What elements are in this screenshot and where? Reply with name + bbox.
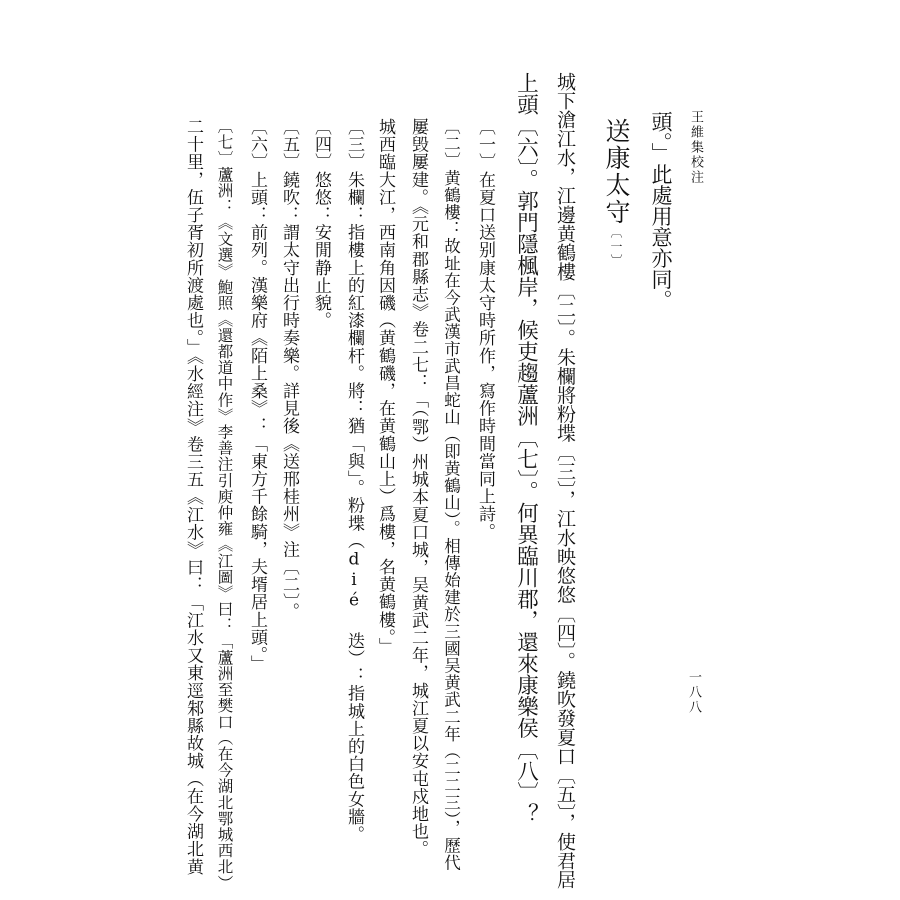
note-7: 〔七〕蘆洲：《文選》鮑照《還都道中作》李善注引庾仲雍《江圖》曰：「蘆洲至樊口（在今湖北鄂城西北） bbox=[215, 118, 234, 891]
note-5: 〔五〕鐃吹：謂太守出行時奏樂。詳見後《送邢桂州》注〔二〕。 bbox=[279, 118, 299, 620]
poem-line-1: 城下滄江水，江邊黄鶴樓〔二〕。朱欄將粉堞〔三〕，江水映悠悠〔四〕。鐃吹發夏口〔五〕，使君居 bbox=[554, 72, 576, 889]
note-2-continued-b: 城西臨大江，西南角因磯（黄鶴磯，在黄鶴山上）爲樓，名黄鶴樓。」 bbox=[375, 118, 395, 656]
note-4: 〔四〕悠悠：安閒静止貌。 bbox=[311, 118, 331, 330]
previous-text-line: 頭。」此處用意亦同。 bbox=[649, 111, 673, 311]
note-6: 〔六〕上頭：前列。漢樂府《陌上桑》：「東方千餘騎，夫壻居上頭。」 bbox=[247, 118, 267, 673]
page-number: 一八八 bbox=[686, 670, 701, 715]
note-3: 〔三〕朱欄：指樓上的紅漆欄杆。將：猶「與」。粉堞（dié 迭）：指城上的白色女牆。 bbox=[344, 118, 364, 844]
poem-title-text: 送康太守 bbox=[602, 118, 631, 226]
poem-title-note: 〔一〕 bbox=[609, 226, 623, 268]
note-1: 〔一〕在夏口送别康太守時所作，寫作時間當同上詩。 bbox=[475, 118, 495, 541]
poem-line-2: 上頭〔六〕。郭門隱楓岸，候吏趨蘆洲〔七〕。何異臨川郡，還來康樂侯〔八〕？ bbox=[513, 72, 539, 825]
running-header-title: 王維集校注 bbox=[688, 110, 703, 185]
poem-title bbox=[604, 118, 629, 268]
note-7-continued: 二十里，伍子胥初所渡處也。」《水經注》卷三五《江水》曰：「江水又東逕邾縣故城（在今湖北黄 bbox=[183, 118, 203, 876]
note-2: 〔二〕黄鶴樓：故址在今武漢市武昌蛇山（即黄鶴山）。相傳始建於三國吴黄武二年（二二三），歷代 bbox=[441, 118, 461, 871]
note-2-continued-a: 屢毁屢建。《元和郡縣志》卷二七：「（鄂）州城本夏口城，吴黄武二年，城江夏以安屯戍地也。 bbox=[408, 118, 428, 858]
